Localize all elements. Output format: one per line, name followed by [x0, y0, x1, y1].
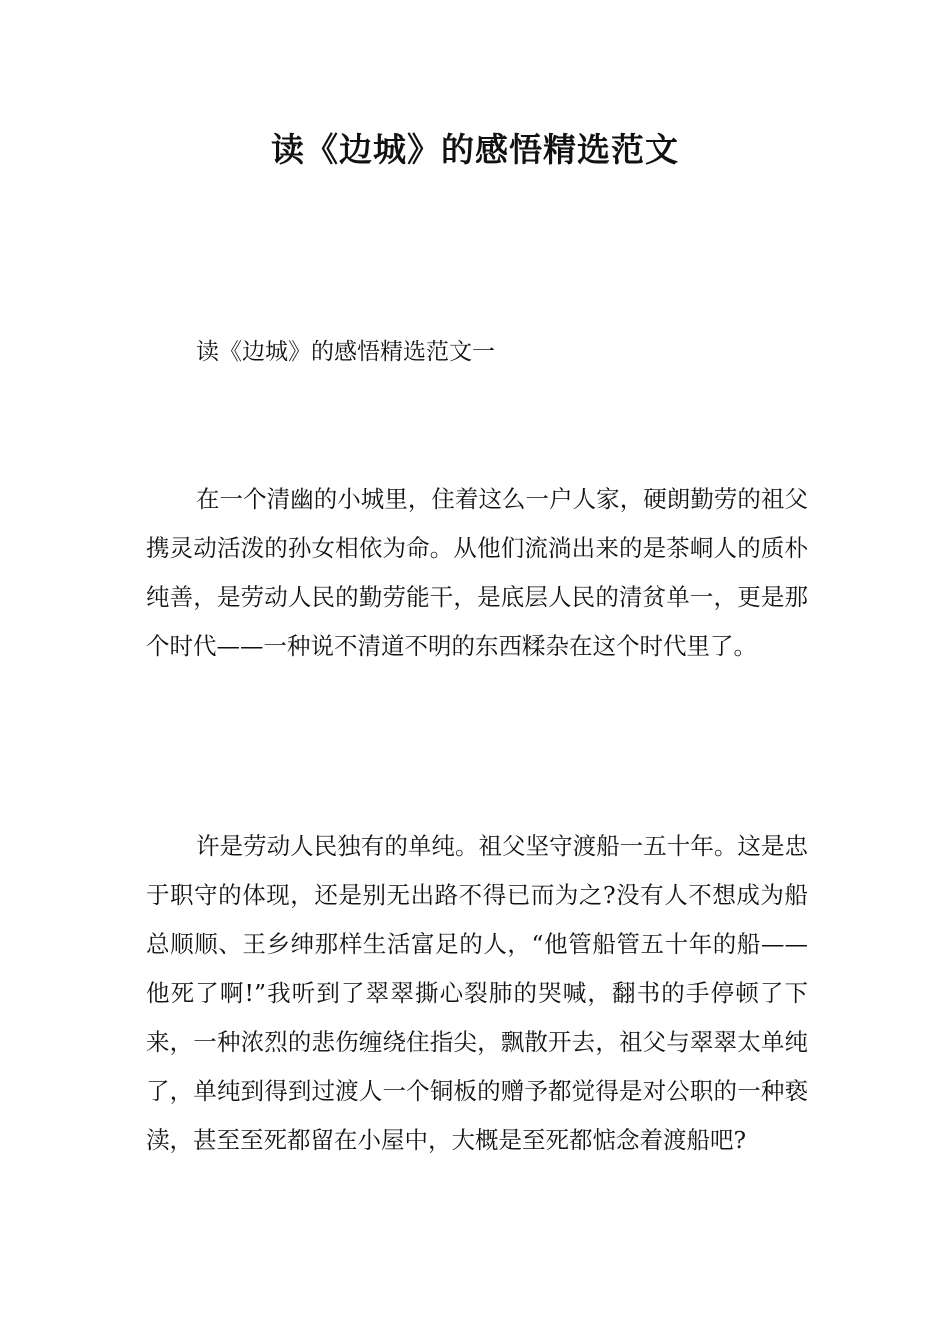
paragraph-2: 许是劳动人民独有的单纯。祖父坚守渡船一五十年。这是忠于职守的体现，还是别无出路不得已而为之?没有人不想成为船总顺顺、王乡绅那样生活富足的人，“他管船管五十年的船——他死了啊!”我听到了翠翠撕心裂肺的哭喊，翻书的手停顿了下来，一种浓烈的悲伤缠绕住指尖，飘散开去，祖父与翠翠太单纯了，单纯到得到过渡人一个铜板的赠予都觉得是对公职的一种亵渎，甚至至死都留在小屋中，大概是至死都惦念着渡船吧? [146, 832, 808, 1154]
document-title: 读《边城》的感悟精选范文 [271, 130, 679, 169]
section-heading: 读《边城》的感悟精选范文一 [196, 339, 495, 365]
paragraph-1: 在一个清幽的小城里，住着这么一户人家，硬朗勤劳的祖父携灵动活泼的孙女相依为命。从他们流淌出来的是茶峒人的质朴纯善，是劳动人民的勤劳能干，是底层人民的清贫单一，更是那个时代——一种说不清道不明的东西糅杂在这个时代里了。 [146, 485, 808, 660]
